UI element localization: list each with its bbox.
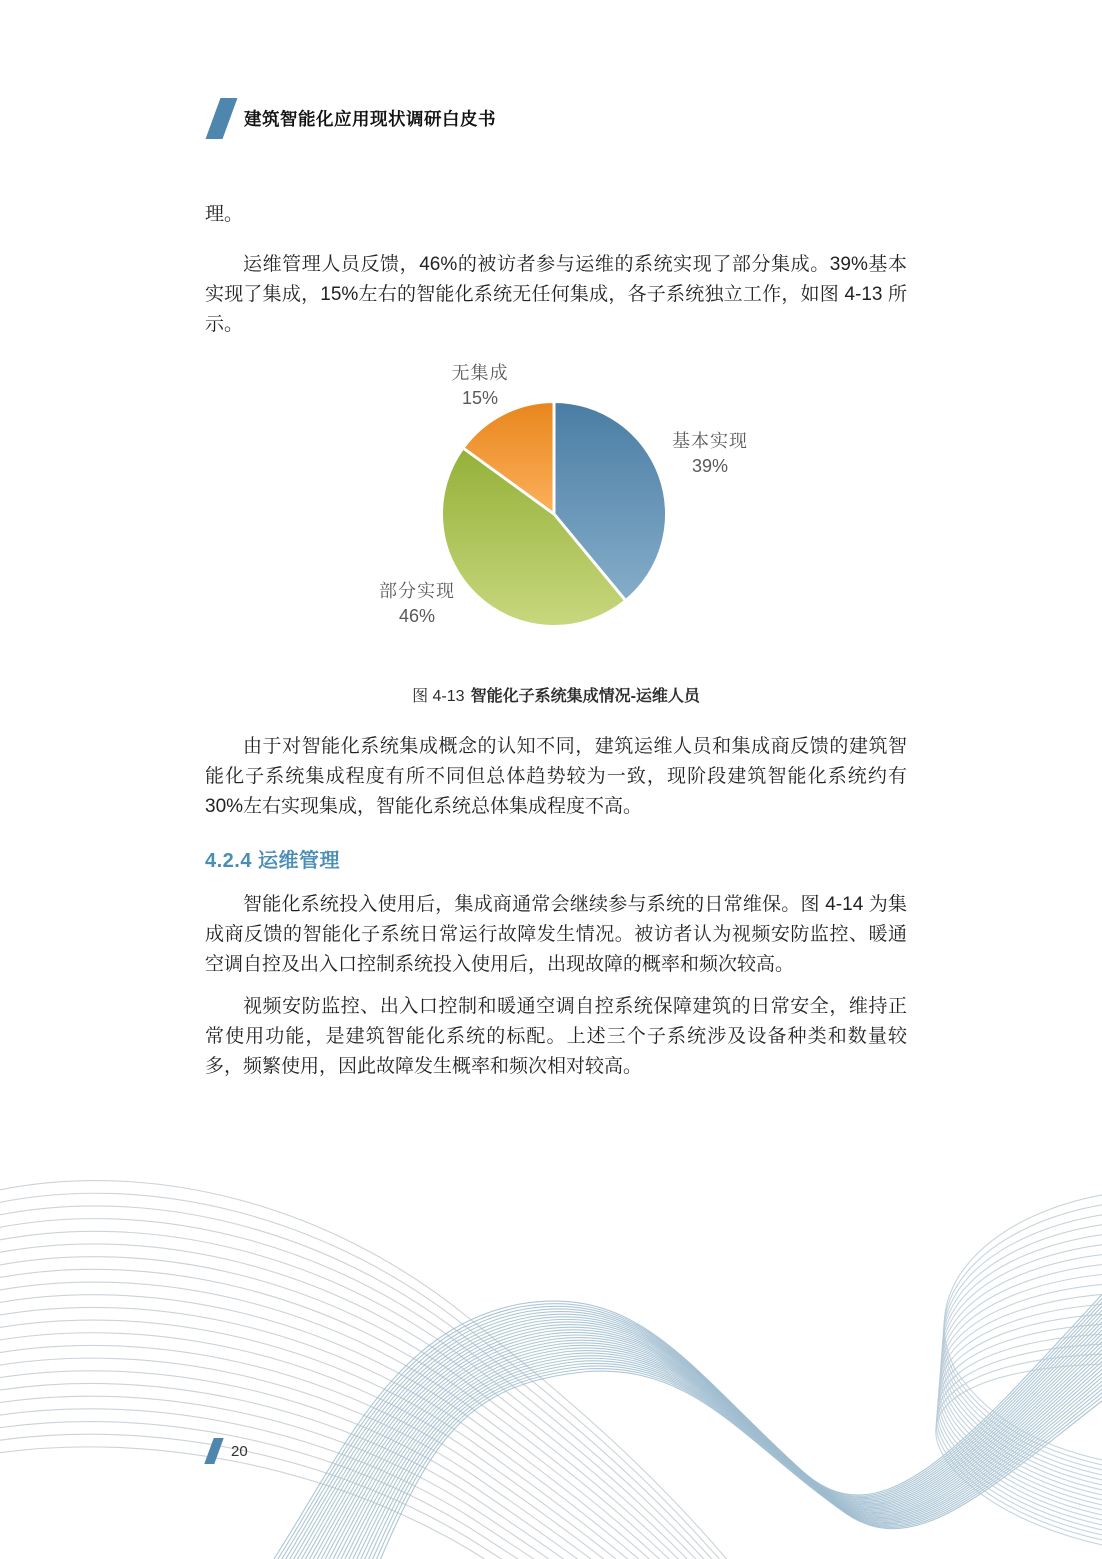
page-header (205, 98, 496, 139)
figure-caption (205, 685, 907, 709)
wave-line (0, 1193, 730, 1559)
wave-line (944, 1194, 1102, 1461)
wave-line (322, 1335, 1102, 1559)
wave-line (366, 1363, 1102, 1559)
paragraph-maintenance: 智能化系统投入使用后，集成商通常会继续参与系统的日常维保。图 4-14 为集成商反馈的智能化子系统日常运行故障发生情况。被访者认为视频安防监控、暖通空调自控及出入口控制系统投入使用后，出现故障的概率和频次较高。 (205, 894, 907, 975)
wave-line (286, 1305, 1102, 1559)
wave-line (346, 1351, 1102, 1559)
wave-line (941, 1254, 1102, 1491)
pie-label-pct: 39% (691, 456, 729, 476)
wave-line (943, 1224, 1102, 1476)
wave-line (0, 1434, 730, 1559)
wave-line (939, 1294, 1102, 1511)
wave-line (334, 1343, 1102, 1559)
pie-label-text: 部分实现 (379, 581, 455, 601)
wave-line (0, 1231, 730, 1559)
wave-line (937, 1344, 1102, 1536)
wave-line (0, 1206, 730, 1559)
wave-line (330, 1340, 1102, 1559)
wave-line (350, 1353, 1102, 1559)
wave-line (0, 1269, 730, 1559)
document-title: 建筑智能化应用现状调研白皮书 (244, 109, 496, 129)
pie-label-no-integration (410, 361, 550, 411)
wave-line (0, 1257, 730, 1559)
wave-line (0, 1422, 730, 1559)
wave-line (940, 1284, 1102, 1506)
page-number: 20 (231, 1442, 248, 1460)
wave-line (942, 1244, 1102, 1486)
pie-label-text: 无集成 (451, 363, 509, 383)
pie-label-text: 基本实现 (672, 431, 748, 451)
figure-caption-title: 智能化子系统集成情况-运维人员 (470, 688, 700, 705)
pie-label-pct: 46% (398, 606, 436, 626)
wave-line (358, 1358, 1102, 1559)
parallelogram-footer-icon (204, 1438, 223, 1464)
wave-line (936, 1354, 1102, 1541)
wave-line (941, 1264, 1102, 1496)
wave-line (326, 1338, 1102, 1559)
wave-line (0, 1244, 730, 1559)
wave-line (938, 1314, 1102, 1521)
wave-line (0, 1333, 730, 1559)
paragraph-continuation: 理。 (205, 204, 244, 225)
paragraph-survey: 运维管理人员反馈，46%的被访者参与运维的系统实现了部分集成。39%基本实现了集成，15%左右的智能化系统无任何集成，各子系统独立工作，如图 4-13 所示。 (205, 254, 907, 335)
wave-line (0, 1383, 730, 1559)
parallelogram-logo-icon (206, 98, 238, 139)
wave-line (318, 1332, 1102, 1559)
decorative-waves (0, 1139, 1102, 1559)
paragraph-conclusion: 由于对智能化系统集成概念的认知不同，建筑运维人员和集成商反馈的建筑智能化子系统集成程度有所不同但总体趋势较为一致，现阶段建筑智能化系统约有 30%左右实现集成，智能化系统总体集成程度不高。 (205, 736, 907, 817)
wave-line (0, 1409, 730, 1559)
wave-line (0, 1345, 730, 1559)
wave-line (937, 1334, 1102, 1531)
wave-line (0, 1181, 730, 1559)
wave-line (370, 1366, 1102, 1559)
wave-line (943, 1214, 1102, 1471)
wave-line (0, 1219, 730, 1559)
wave-line (0, 1396, 730, 1559)
wave-line (302, 1321, 1102, 1559)
wave-line (939, 1304, 1102, 1516)
wave-line (306, 1325, 1102, 1559)
wave-line (944, 1204, 1102, 1466)
pie-label-basic (640, 429, 780, 479)
wave-line (282, 1301, 1102, 1559)
wave-line (378, 1371, 1102, 1559)
wave-line (0, 1371, 730, 1559)
wave-line (294, 1313, 1102, 1559)
wave-line (290, 1309, 1102, 1559)
wave-line (0, 1282, 730, 1559)
wave-line (936, 1364, 1102, 1546)
pie-figure (205, 360, 907, 645)
wave-line (298, 1317, 1102, 1559)
wave-line (940, 1274, 1102, 1501)
wave-line (310, 1327, 1102, 1559)
page-content (205, 200, 907, 1082)
wave-line (362, 1361, 1102, 1559)
pie-label-pct: 15% (461, 388, 499, 408)
wave-line (354, 1356, 1102, 1559)
wave-line (0, 1447, 730, 1559)
page-footer (205, 1438, 248, 1464)
wave-line (278, 1297, 1102, 1559)
wave-line (374, 1369, 1102, 1559)
wave-line (270, 1289, 1102, 1559)
wave-line (338, 1345, 1102, 1559)
section-heading-424: 4.2.4 运维管理 (205, 850, 341, 872)
wave-line (938, 1324, 1102, 1526)
wave-line (0, 1295, 730, 1559)
wave-line (342, 1348, 1102, 1559)
wave-line (0, 1307, 730, 1559)
wave-line (942, 1234, 1102, 1481)
wave-line (0, 1358, 730, 1559)
paragraph-subsystems: 视频安防监控、出入口控制和暖通空调自控系统保障建筑的日常安全，维持正常使用功能，是建筑智能化系统的标配。上述三个子系统涉及设备种类和数量较多，频繁使用，因此故障发生概率和频次相对较高。 (205, 996, 907, 1077)
pie-label-partial (347, 579, 487, 629)
wave-line (314, 1330, 1102, 1559)
figure-caption-label: 图 4-13 (412, 688, 465, 705)
wave-line (0, 1320, 730, 1559)
wave-line (274, 1293, 1102, 1559)
